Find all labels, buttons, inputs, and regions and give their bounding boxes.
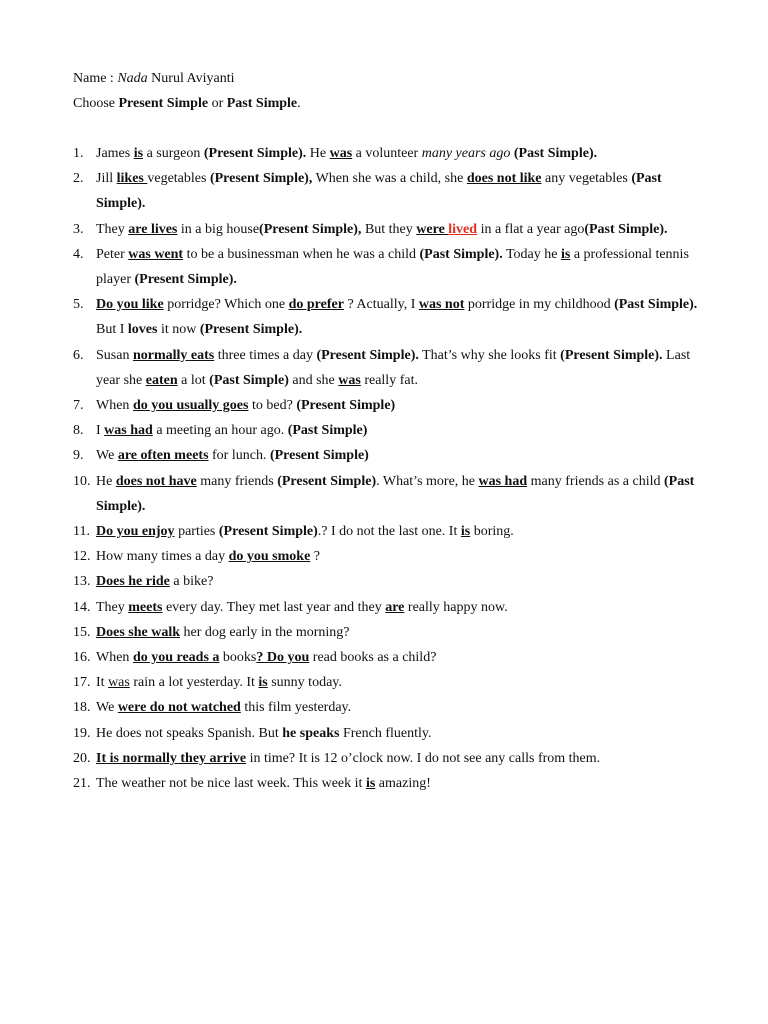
sentence-text: a lot [177, 372, 210, 388]
item-sentence [96, 423, 367, 438]
sentence-text: a professional tennis player [96, 246, 689, 288]
item-number: 6. [73, 347, 84, 363]
answer-text: was [329, 146, 353, 161]
tense-label: (Past Simple). [96, 473, 695, 514]
answer-text: normally eats [132, 347, 215, 363]
exercise-item [73, 670, 698, 695]
item-sentence [96, 700, 351, 715]
sentence-text: in a flat a year ago [477, 221, 585, 237]
answer-text: is [133, 146, 144, 161]
answer-text: is [365, 776, 376, 792]
tense-label: (Present Simple). [199, 322, 303, 338]
exercise-item [73, 519, 698, 544]
worksheet-header [73, 66, 301, 116]
sentence-text: read books as a child? [309, 650, 437, 666]
answer-text: were do not watched [117, 700, 241, 716]
sentence-text: They [96, 221, 129, 237]
sentence-text: That’s why she looks fit [418, 347, 561, 363]
answer-text: Does she walk [96, 624, 181, 640]
item-sentence [96, 297, 697, 337]
answer-text: are [385, 599, 405, 615]
sentence-text: Name : [73, 71, 118, 86]
item-number: 21. [73, 776, 91, 792]
sentence-text: three times a day [214, 347, 317, 363]
answer-text: do you usually goes [132, 398, 249, 414]
sentence-text: for lunch. [208, 448, 270, 464]
sentence-text: rain a lot yesterday. It [129, 675, 259, 691]
item-sentence [96, 146, 597, 161]
item-sentence [96, 524, 514, 539]
answer-text: are lives [128, 221, 178, 237]
sentence-text: When [96, 398, 133, 414]
answer-text: Does he ride [96, 574, 170, 590]
answer-text: were [416, 221, 449, 237]
sentence-text: He does not speaks Spanish. But [96, 725, 283, 741]
tense-label: he speaks [282, 725, 340, 741]
item-sentence [96, 474, 694, 514]
tense-label: (Present Simple). [134, 272, 237, 288]
answer-text: are often meets [117, 448, 209, 464]
item-number: 5. [73, 297, 84, 313]
sentence-text: or [208, 96, 227, 111]
sentence-text: It [96, 675, 109, 691]
sentence-text: to be a businessman when he was a child [183, 246, 420, 262]
sentence-text: . What’s more, he [376, 473, 479, 489]
sentence-text: The weather not be nice last week. This week it [96, 776, 366, 792]
exercise-item [73, 695, 698, 720]
sentence-text: in time? It is 12 o’clock now. I do not see any calls from them. [246, 750, 601, 766]
exercise-item [73, 418, 698, 443]
sentence-text: ? [310, 549, 320, 565]
sentence-text: James [96, 146, 134, 161]
tense-label: loves [127, 322, 158, 338]
item-sentence [96, 574, 213, 589]
sentence-text: books [219, 650, 257, 666]
item-number: 19. [73, 725, 91, 741]
sentence-text: and she [288, 372, 339, 388]
answer-text: Do you like [96, 297, 164, 313]
answer-text: likes [116, 171, 148, 187]
tense-label: (Present Simple) [218, 524, 318, 540]
exercise-item [73, 620, 698, 645]
item-number: 9. [73, 448, 84, 464]
tense-label: (Present Simple). [316, 347, 419, 363]
exercise-item [73, 544, 698, 569]
exercise-item [73, 393, 698, 418]
item-number: 4. [73, 246, 84, 262]
answer-text: is [560, 246, 571, 262]
exercise-item [73, 645, 698, 670]
answer-text: was went [128, 246, 184, 262]
sentence-text: Today he [502, 246, 561, 262]
exercise-item [73, 569, 698, 594]
exercise-item [73, 242, 698, 292]
sentence-text: Peter [96, 246, 129, 262]
sentence-text: a meeting an hour ago. [152, 423, 288, 439]
tense-label: (Past Simple). [513, 146, 598, 161]
exercise-item [73, 343, 698, 393]
instructions-line [73, 91, 301, 116]
sentence-text: I [96, 423, 105, 439]
exercise-item [73, 292, 698, 342]
sentence-text: in a big house [177, 221, 260, 237]
item-sentence [96, 398, 395, 413]
sentence-text: Choose [73, 96, 119, 111]
item-number: 2. [73, 171, 84, 187]
sentence-text: any vegetables [541, 171, 632, 187]
sentence-text: porridge in my childhood [464, 297, 615, 313]
exercise-item [73, 166, 698, 216]
item-sentence [96, 600, 508, 615]
item-sentence [96, 776, 431, 791]
sentence-text: Susan [96, 347, 133, 363]
item-number: 8. [73, 423, 84, 439]
sentence-text: this film yesterday. [240, 700, 352, 716]
item-sentence [96, 751, 600, 766]
sentence-text: He [306, 146, 330, 161]
exercise-item [73, 771, 698, 796]
answer-text: do prefer [288, 297, 344, 313]
sentence-text: a bike? [169, 574, 214, 590]
item-number: 12. [73, 549, 91, 565]
item-sentence [96, 625, 350, 640]
sentence-text: many friends [196, 473, 278, 489]
tense-label: Present Simple [118, 96, 209, 111]
answer-text: was not [418, 297, 465, 313]
sentence-text: really fat. [360, 372, 418, 388]
answer-text: does not like [466, 171, 542, 187]
tense-label: (Past Simple) [209, 372, 289, 388]
item-number: 20. [73, 750, 91, 766]
tense-label: (Present Simple). [560, 347, 663, 363]
exercise-item [73, 746, 698, 771]
student-name-line [73, 66, 301, 91]
sentence-text: He [96, 473, 116, 489]
answer-text: was had [478, 473, 528, 489]
sentence-text: it now [157, 322, 200, 338]
answer-text: does not have [115, 473, 197, 489]
tense-label: Past Simple [226, 96, 298, 111]
sentence-text: French fluently. [339, 725, 432, 741]
tense-label: (Past Simple). [614, 297, 698, 313]
sentence-text: many friends as a child [527, 473, 664, 489]
sentence-text: parties [174, 524, 219, 540]
sentence-text: .? I do not the last one. It [317, 524, 461, 540]
sentence-text: to bed? [248, 398, 297, 414]
item-number: 14. [73, 599, 91, 615]
item-sentence [96, 222, 668, 237]
item-sentence [96, 549, 320, 564]
item-sentence [96, 247, 689, 287]
tense-label: (Present Simple) [296, 398, 396, 414]
item-number: 1. [73, 146, 84, 161]
exercise-item [73, 721, 698, 746]
sentence-text: amazing! [375, 776, 431, 792]
sentence-text: But I [96, 322, 128, 338]
item-number: 15. [73, 624, 91, 640]
tense-label: (Present Simple) [269, 448, 369, 464]
sentence-text: a volunteer [352, 146, 422, 161]
item-sentence [96, 650, 436, 665]
sentence-text: Nurul Aviyanti [147, 71, 235, 86]
item-number: 3. [73, 221, 84, 237]
tense-label: (Present Simple). [203, 146, 307, 161]
sentence-text: her dog early in the morning? [180, 624, 350, 640]
exercise-item [73, 595, 698, 620]
sentence-text: But they [361, 221, 417, 237]
sentence-text: When [96, 650, 133, 666]
sentence-text: Nada [117, 71, 148, 86]
item-number: 10. [73, 473, 91, 489]
sentence-text: Jill [96, 171, 117, 187]
sentence-text: ? Actually, I [343, 297, 419, 313]
sentence-text: When she was a child, she [312, 171, 467, 187]
sentence-text: How many times a day [96, 549, 229, 565]
tense-label: (Past Simple). [419, 246, 503, 262]
sentence-text: really happy now. [404, 599, 508, 615]
answer-text: is [460, 524, 471, 540]
answer-text: meets [128, 599, 163, 615]
sentence-text: a surgeon [143, 146, 204, 161]
item-number: 18. [73, 700, 91, 716]
tense-label: (Past Simple) [287, 423, 368, 439]
sentence-text: Last year she [96, 347, 691, 388]
answer-text: do you smoke [228, 549, 311, 565]
answer-text: Do you enjoy [96, 524, 175, 540]
sentence-text: They [96, 599, 129, 615]
item-sentence [96, 675, 342, 690]
tense-label: (Present Simple) [277, 473, 377, 489]
item-sentence [96, 171, 662, 211]
exercise-item [73, 469, 698, 519]
answer-text: It is normally they arrive [96, 750, 247, 766]
exercise-item [73, 443, 698, 468]
sentence-text: We [96, 700, 118, 716]
answer-text: ? Do you [256, 650, 310, 666]
item-number: 7. [73, 398, 84, 414]
tense-label: (Past Simple). [96, 171, 662, 212]
item-sentence [96, 348, 690, 388]
answer-text: do you reads a [132, 650, 220, 666]
answer-text: is [258, 675, 268, 691]
sentence-text: porridge? Which one [163, 297, 289, 313]
exercise-list [73, 141, 698, 796]
item-number: 17. [73, 675, 91, 691]
answer-text: eaten [145, 372, 178, 388]
sentence-text: vegetables [147, 171, 210, 187]
tense-label: (Past Simple). [584, 221, 668, 237]
tense-label: (Present Simple), [209, 171, 313, 187]
exercise-item [73, 141, 698, 166]
sentence-text: We [96, 448, 118, 464]
sentence-text: sunny today. [267, 675, 342, 691]
exercise-item [73, 217, 698, 242]
item-sentence [96, 726, 431, 741]
item-number: 13. [73, 574, 91, 590]
tense-label: (Present Simple), [259, 221, 362, 237]
sentence-text: boring. [470, 524, 514, 540]
sentence-text: . [297, 96, 301, 111]
answer-text: was had [104, 423, 153, 439]
answer-text: was [108, 675, 130, 691]
item-number: 11. [73, 524, 90, 540]
answer-text: was [338, 372, 361, 388]
item-number: 16. [73, 650, 91, 666]
answer-text: lived [448, 221, 478, 237]
sentence-text: every day. They met last year and they [162, 599, 386, 615]
item-sentence [96, 448, 369, 463]
sentence-text: many years ago [421, 146, 511, 161]
